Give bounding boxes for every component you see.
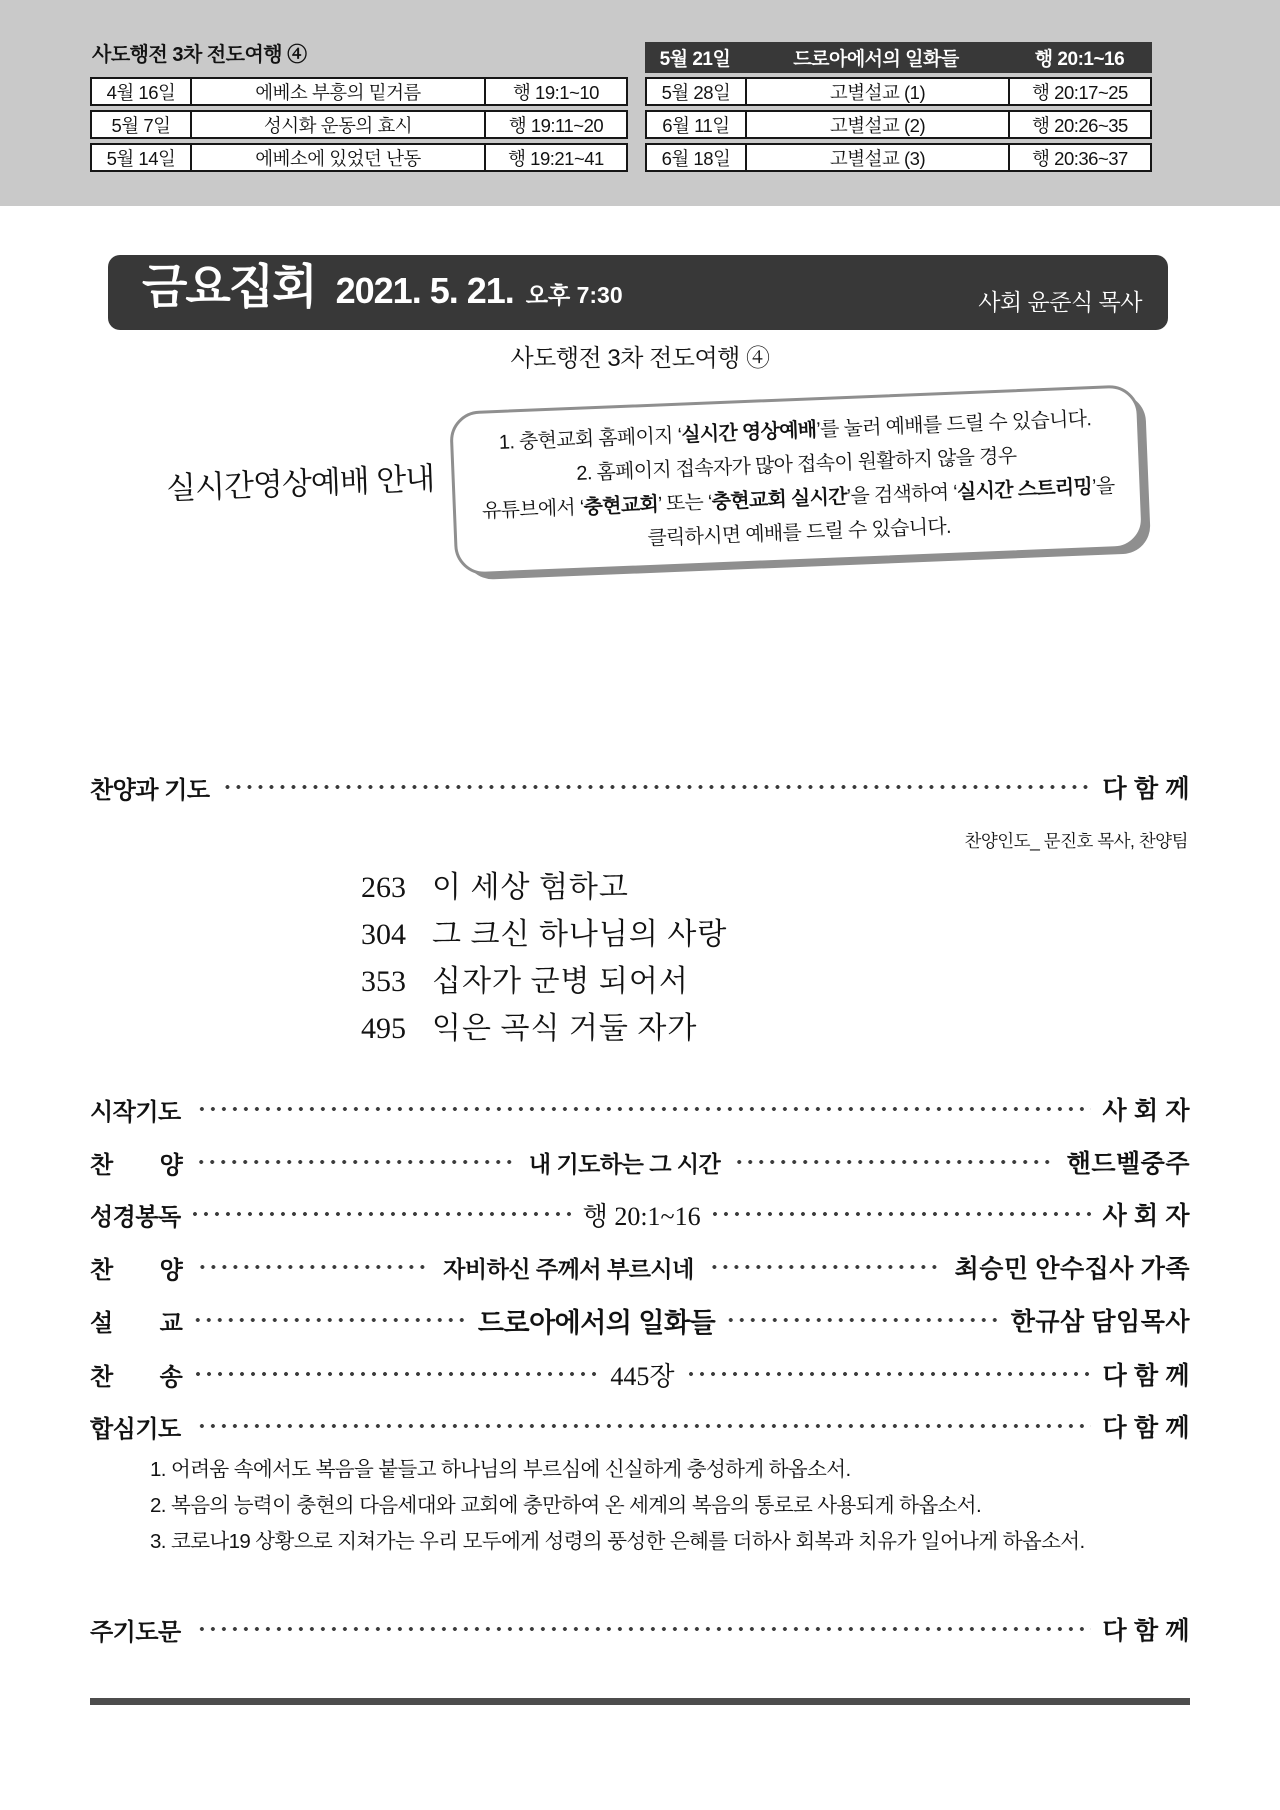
program-label: 찬 양	[90, 1256, 183, 1284]
hymn-title: 그 크신 하나님의 사랑	[432, 918, 728, 951]
table-row	[90, 110, 628, 139]
hymn-item	[340, 1003, 727, 1050]
text-segment-bold: 충현교회 실시간	[711, 486, 848, 514]
hymn-title: 십자가 군병 되어서	[432, 965, 689, 998]
dot-leader	[193, 1212, 571, 1216]
schedule-left-table	[90, 77, 628, 176]
text-segment: ’을 검색하여 ‘	[846, 481, 958, 509]
text-segment: 2. 홈페이지 접속자가 많아 접속이 원활하지 않을 경우	[575, 445, 1017, 485]
cell-scripture: 행 19:1~10	[513, 81, 599, 103]
prayer-item: 3. 코로나19 상황으로 지쳐가는 우리 모두에게 성령의 풍성한 은혜를 더하사 회복과 치유가 일어나게 하옵소서.	[150, 1530, 1085, 1553]
service-date: 2021. 5. 21.	[335, 270, 514, 311]
bottom-rule	[90, 1698, 1190, 1705]
dot-leader	[194, 1265, 431, 1269]
hymn-number: 304	[361, 918, 406, 951]
text-segment: 클릭하시면 예배를 드릴 수 있습니다.	[647, 515, 952, 551]
hymn-number: 263	[361, 871, 406, 904]
table-row	[90, 143, 628, 172]
dot-leader	[732, 1160, 1054, 1164]
cell-scripture: 행 19:11~20	[508, 114, 604, 136]
hymn-list	[340, 862, 727, 1050]
dot-leader	[194, 1160, 516, 1164]
service-title: 금요집회	[142, 260, 316, 313]
schedule-right-header-row	[645, 42, 1152, 73]
text-segment: ’를 눌러 예배를 드릴 수 있습니다.	[815, 408, 1092, 442]
dot-leader	[706, 1265, 943, 1269]
program-right: 사 회 자	[1102, 1098, 1190, 1125]
text-segment: ’을	[1091, 475, 1115, 499]
program-label: 주기도문	[90, 1618, 181, 1646]
dot-leader	[193, 1424, 1091, 1428]
program-row-united-prayer	[90, 1409, 1190, 1443]
hymn-item	[340, 956, 727, 1003]
banner-title-line	[142, 250, 623, 317]
table-row	[645, 110, 1152, 139]
program-row-hymn-445	[90, 1357, 1190, 1391]
program-right: 사 회 자	[1102, 1203, 1191, 1230]
cell-scripture: 행 19:21~41	[508, 147, 604, 169]
service-banner	[108, 255, 1168, 330]
text-segment-bold: 충현교회	[583, 493, 659, 519]
table-row	[645, 143, 1152, 172]
program-row-sermon	[90, 1303, 1190, 1337]
service-time: 오후 7:30	[525, 282, 623, 308]
hymn-number: 353	[361, 965, 406, 998]
program-center: 행 20:1~16	[582, 1201, 701, 1231]
dot-leader	[193, 1107, 1091, 1111]
live-worship-notice-label: 실시간영상예배 안내	[165, 460, 435, 507]
cell-scripture: 행 20:36~37	[1032, 147, 1128, 169]
cell-topic: 고별설교 (3)	[747, 145, 1010, 170]
program-row-scripture-reading	[90, 1197, 1190, 1231]
dot-leader	[193, 1627, 1091, 1631]
program-row-praise-handbell	[90, 1145, 1190, 1179]
program-center: 내 기도하는 그 시간	[528, 1150, 721, 1177]
program-row-opening-prayer	[90, 1092, 1190, 1126]
schedule-left-title: 사도행전 3차 전도여행 ④	[92, 44, 307, 66]
dot-leader	[194, 1318, 466, 1322]
dot-leader	[727, 1318, 999, 1322]
dot-leader	[713, 1212, 1091, 1216]
cell-scripture: 행 20:1~16	[1034, 49, 1125, 70]
schedule-right-table	[645, 77, 1152, 176]
table-row	[645, 77, 1152, 106]
dot-leader	[194, 1372, 598, 1376]
service-subtitle: 사도행전 3차 전도여행 ④	[510, 345, 770, 372]
cell-date: 5월 21일	[659, 49, 731, 70]
program-right: 다 함 께	[1102, 1618, 1190, 1645]
hymn-title: 이 세상 험하고	[432, 871, 629, 904]
program-label: 성경봉독	[90, 1203, 181, 1231]
program-right: 최승민 안수집사 가족	[954, 1256, 1191, 1283]
hymn-item	[340, 862, 727, 909]
program-label: 시작기도	[90, 1098, 181, 1126]
program-right: 다 함 께	[1102, 1363, 1191, 1390]
cell-date: 5월 14일	[92, 145, 192, 170]
program-label: 설 교	[90, 1309, 183, 1337]
cell-date: 6월 11일	[647, 112, 747, 137]
program-right: 핸드벨중주	[1066, 1151, 1190, 1178]
cell-topic: 성시화 운동의 효시	[192, 112, 486, 137]
program-label: 찬 양	[90, 1151, 183, 1179]
cell-topic: 에베소에 있었던 난동	[192, 145, 486, 170]
dot-leader	[222, 785, 1091, 789]
program-right: 한규삼 담임목사	[1010, 1309, 1190, 1336]
table-row	[90, 77, 628, 106]
text-segment-bold: 실시간 스트리밍	[956, 476, 1093, 504]
cell-date: 6월 18일	[647, 145, 747, 170]
hymn-title: 익은 곡식 거둘 자가	[432, 1012, 698, 1045]
program-right: 다 함 께	[1102, 1415, 1190, 1442]
program-row-praise-special	[90, 1250, 1190, 1284]
program-right: 다 함 께	[1102, 776, 1190, 803]
cell-date: 4월 16일	[92, 79, 192, 104]
prayer-list	[150, 1452, 1085, 1560]
text-segment: ’ 또는 ‘	[657, 491, 713, 516]
program-row-lords-prayer	[90, 1612, 1190, 1646]
dot-leader	[687, 1372, 1091, 1376]
hymn-item	[340, 909, 727, 956]
cell-topic: 에베소 부흥의 밑거름	[192, 79, 486, 104]
text-segment-bold: 실시간 영상예배	[680, 419, 817, 447]
cell-date: 5월 28일	[647, 79, 747, 104]
prayer-item: 1. 어려움 속에서도 복음을 붙들고 하나님의 부르심에 신실하게 충성하게 하옵소서.	[150, 1458, 851, 1481]
program-center: 드로아에서의 일화들	[477, 1307, 716, 1338]
praise-leader-credit: 찬양인도_ 문진호 목사, 찬양팀	[964, 831, 1188, 851]
program-label: 합심기도	[90, 1415, 181, 1443]
program-label: 찬 송	[90, 1363, 183, 1391]
program-center: 445장	[610, 1361, 675, 1391]
hymn-number: 495	[361, 1012, 406, 1045]
text-segment: 유튜브에서 ‘	[481, 496, 585, 523]
prayer-item: 2. 복음의 능력이 충현의 다음세대와 교회에 충만하여 온 세계의 복음의 통로로 사용되게 하옵소서.	[150, 1494, 982, 1517]
text-segment: 1. 충현교회 홈페이지 ‘	[498, 424, 682, 454]
program-row-praise-and-prayer	[90, 770, 1190, 804]
cell-date: 5월 7일	[92, 112, 192, 137]
cell-scripture: 행 20:17~25	[1032, 81, 1128, 103]
cell-topic: 드로아에서의 일화들	[793, 49, 959, 70]
program-center: 자비하신 주께서 부르시네	[443, 1255, 694, 1282]
cell-topic: 고별설교 (2)	[747, 112, 1010, 137]
cell-topic: 고별설교 (1)	[747, 79, 1010, 104]
service-moderator: 사회 윤준식 목사	[978, 289, 1142, 315]
live-worship-notice-bubble	[449, 384, 1145, 576]
program-label: 찬양과 기도	[90, 776, 210, 804]
cell-scripture: 행 20:26~35	[1032, 114, 1128, 136]
